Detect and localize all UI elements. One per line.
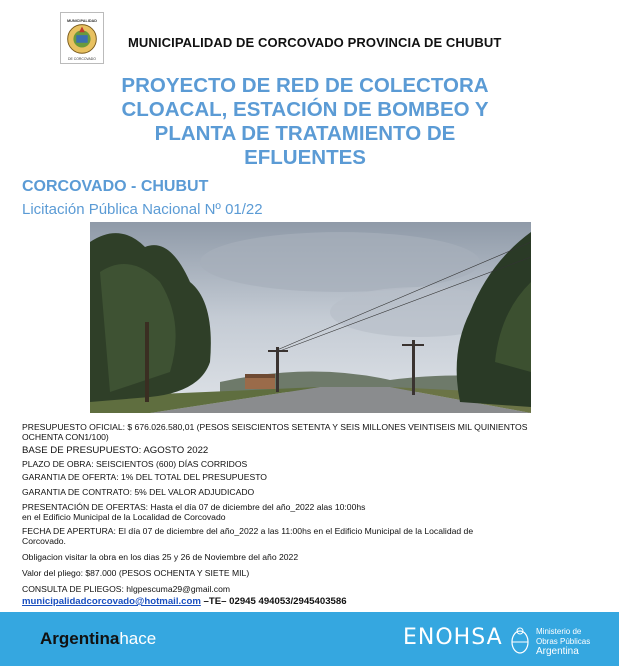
budget-line: PRESUPUESTO OFICIAL: $ 676.026.580,01 (PESOS SEISCIENTOS SETENTA Y SEIS MILLONES VEINTISEIS MIL QUINIENTOS [22,422,528,432]
brand-main: Argentina [40,629,120,648]
location: CORCOVADO - CHUBUT [22,178,209,195]
ministry-line: Argentina [536,646,579,657]
seal-text-top: MUNICIPALIDAD [66,18,98,23]
project-title-line: CLOACAL, ESTACIÓN DE BOMBEO Y [121,98,489,121]
enohsa-logo: ENOHSA [403,625,503,650]
project-title-line: EFLUENTES [244,146,366,169]
offer-guarantee: GARANTIA DE OFERTA: 1% DEL TOTAL DEL PRESUPUESTO [22,472,267,482]
shield-icon [510,626,530,656]
ministry-text [536,627,590,657]
seal-text-bottom: DE CORCOVADO [68,56,96,61]
document-price: Valor del pliego: $87.000 (PESOS OCHENTA Y SIETE MIL) [22,568,250,578]
project-title [95,74,515,170]
opening-location: Corcovado. [22,536,66,546]
site-visit: Obligacion visitar la obra en los dias 25 y 26 de Noviembre del año 2022 [22,552,299,562]
budget-line: OCHENTA CON1/100) [22,432,109,442]
tender-details [22,422,602,607]
contact-line [22,596,602,607]
contract-guarantee: GARANTIA DE CONTRATO: 5% DEL VALOR ADJUDICADO [22,487,255,497]
contact-email-link[interactable]: municipalidadcorcovado@hotmail.com [22,596,201,607]
ministry-line: Ministerio de [536,627,582,636]
ministry-logo [510,624,610,660]
municipal-seal [60,12,104,64]
offers-location: en el Edificio Municipal de la Localidad de Corcovado [22,512,226,522]
opening-date: FECHA DE APERTURA: El día 07 de diciembre del año_2022 a las 11:00hs en el Edificio Municipal de la Localidad de [22,526,474,536]
street-photo [90,222,531,413]
offers-deadline: PRESENTACIÓN DE OFERTAS: Hasta el día 07 de diciembre del año_2022 alas 10:00hs [22,502,366,512]
tender-number: Licitación Pública Nacional Nº 01/22 [22,201,263,218]
footer-banner [0,612,619,666]
ministry-line: Obras Públicas [536,637,591,646]
project-title-line: PLANTA DE TRATAMIENTO DE [154,122,456,145]
contact-phone: –TE– 02945 494053/2945403586 [200,596,347,607]
work-term: PLAZO DE OBRA: SEISCIENTOS (600) DÍAS CORRIDOS [22,459,248,469]
project-title-line: PROYECTO DE RED DE COLECTORA [121,74,489,97]
header-title: MUNICIPALIDAD DE CORCOVADO PROVINCIA DE CHUBUT [128,35,502,50]
budget-base: BASE DE PRESUPUESTO: AGOSTO 2022 [22,445,209,456]
argentina-hace-logo [40,629,156,649]
brand-hace: hace [119,629,157,648]
inquiry-email: CONSULTA DE PLIEGOS: hlgpescuma29@gmail.com [22,584,231,594]
